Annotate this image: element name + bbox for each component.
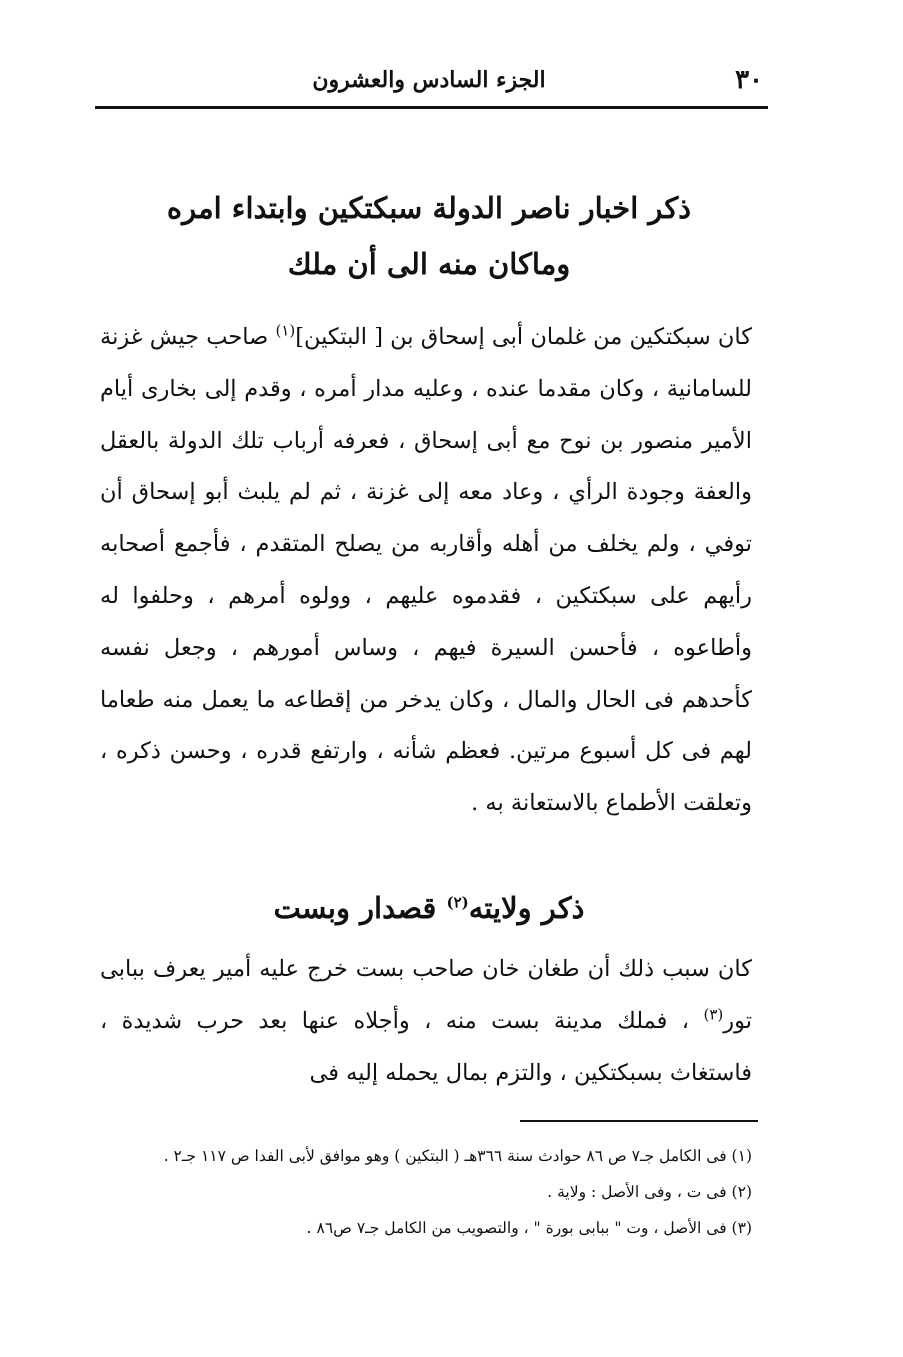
section-heading-sebuktigin [95,180,763,292]
footnote-1: (١) فى الكامل جـ٧ ص ٨٦ حوادث سنة ٣٦٦هـ ( البتكين ) وهو موافق لأبى الفدا ص ١١٧ جـ٢ . [163,1147,752,1165]
heading-line-1: ذكر اخبار ناصر الدولة سبكتكين وابتداء امره [166,191,692,225]
footnote-rule [520,1120,758,1122]
running-head [95,62,763,102]
running-title: الجزء السادس والعشرون [312,67,546,93]
paragraph-2-text-rest: ، فملك مدينة بست منه ، وأجلاه عنها بعد حرب شديدة ، فاستغاث بسبكتكين ، والتزم بمال يحمله إليه فى [100,1007,752,1086]
page-number: ٣٠ [735,65,763,95]
body-paragraph-2 [100,944,752,1099]
heading-line-2: وماكان منه الى أن ملك [287,247,571,281]
section-heading-qusdar-bust [95,880,763,936]
footnote-2: (٢) فى ت ، وفى الأصل : ولاية . [547,1183,752,1201]
footnote-ref-3: (٣) [703,1005,724,1024]
footnote-ref-2: (٢) [446,893,469,912]
footnote-3: (٣) فى الأصل ، وت " ببابى بورة " ، والتصويب من الكامل جـ٧ ص٨٦ . [306,1219,752,1237]
footnotes [100,1138,752,1246]
paragraph-2-text-start: كان سبب ذلك أن طغان خان صاحب بست خرج عليه أمير يعرف ببابى تور [100,956,752,1034]
body-paragraph-1 [100,312,752,830]
paragraph-1-text-rest: صاحب جيش غزنة للسامانية ، وكان مقدما عنده ، وعليه مدار أمره ، وقدم إلى بخارى أيام الأمير منصور بن نوح مع أبى إسحاق ، فعرفه أرباب تلك الدولة بالعقل والعفة وجودة الرأي ، وعاد معه إلى غزنة ، ثم لم يلبث أبو إسحاق أن توفي ، ولم يخلف من أهله وأقاربه من يصلح المتقدم ، فأجمع أصحابه رأيهم على سبكتكين ، فقدموه عليهم ، وولوه أمرهم ، وحلفوا له وأطاعوه ، فأحسن السيرة فيهم ، وساس أمورهم ، وجعل نفسه كأحدهم فى الحال والمال ، وكان يدخر من إقطاعه ما يعمل منه طعاما لهم فى كل أسبوع مرتين. فعظم شأنه ، وارتفع قدره ، وحسن ذكره ، وتعلقت الأطماع بالاستعانة به . [100,324,752,817]
header-rule [95,106,768,109]
paragraph-1-text-start: كان سبكتكين من غلمان أبى إسحاق بن [ البتكين] [295,324,752,350]
heading-2-start: ذكر ولايته [468,891,585,925]
footnote-ref-1: (١) [275,321,296,340]
heading-2-rest: قصدار وبست [273,891,447,925]
